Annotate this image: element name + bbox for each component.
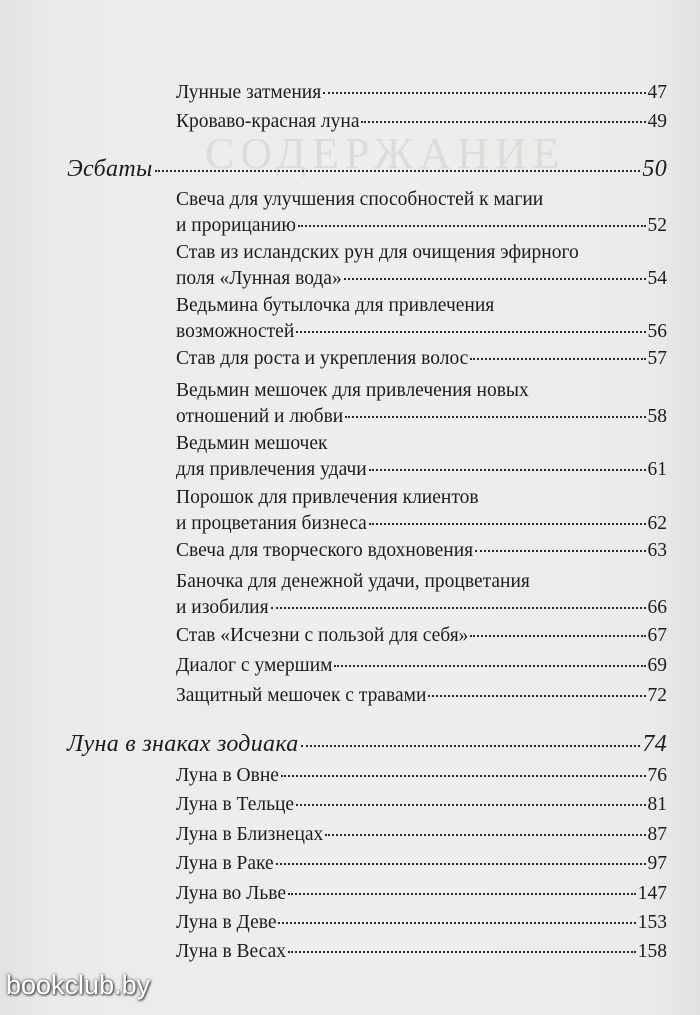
toc-entry-title: Луна в Деве — [176, 912, 277, 933]
toc-section-page: 50 — [642, 156, 667, 182]
leader-dots — [325, 833, 645, 836]
toc-entry-page: 57 — [647, 348, 667, 369]
toc-entry — [176, 378, 667, 430]
toc-entry-title-line2: и процветания бизнеса — [176, 513, 367, 534]
toc-entry — [176, 538, 667, 564]
toc-entry-title-line1: Ведьмин мешочек для привлечения новых — [176, 380, 529, 401]
toc-section-title: Эсбаты — [67, 156, 153, 182]
toc-section — [67, 156, 667, 182]
toc-entry-title: Став для роста и укрепления волос — [176, 348, 469, 369]
toc-entry-title: Луна во Льве — [176, 883, 287, 904]
leader-dots — [344, 277, 646, 280]
toc-entry-title: Свеча для творческого вдохновения — [176, 540, 474, 561]
toc-entry-title-line2: и изобилия — [176, 597, 269, 618]
toc-entry — [176, 109, 667, 135]
leader-dots — [428, 694, 645, 697]
leader-dots — [281, 774, 646, 777]
toc-entry-title: Луна в Тельце — [176, 794, 295, 815]
toc-entry-page: 52 — [647, 215, 667, 236]
toc-entry — [176, 569, 667, 621]
toc-entry-title: Защитный мешочек с травами — [176, 685, 427, 706]
toc-entry-page: 63 — [647, 540, 667, 561]
leader-dots — [470, 634, 645, 637]
toc-entry-page: 54 — [647, 268, 667, 289]
leader-dots — [296, 330, 645, 333]
toc-entry-title-line1: Свеча для улучшения способностей к магии — [176, 189, 544, 210]
toc-entry-title: Кроваво-красная луна — [176, 111, 360, 132]
leader-dots — [276, 862, 646, 865]
toc-entry-page: 49 — [647, 111, 667, 132]
toc-entry — [176, 346, 667, 372]
toc-entry — [176, 881, 667, 907]
leader-dots — [301, 744, 641, 747]
leader-dots — [323, 91, 645, 94]
leader-dots — [288, 892, 636, 895]
toc-entry-page: 153 — [637, 912, 667, 933]
toc-entry-page: 67 — [647, 625, 667, 646]
watermark-logo: bookclub.by — [6, 970, 151, 1000]
toc-entry-title: Лунные затмения — [176, 82, 322, 103]
leader-dots — [369, 522, 646, 525]
toc-entry — [176, 851, 667, 877]
toc-entry-title-line2: для привлечения удачи — [176, 459, 367, 480]
toc-entry-title: Луна в Раке — [176, 853, 274, 874]
toc-entry-title-line2: поля «Лунная вода» — [176, 268, 342, 289]
leader-dots — [475, 549, 645, 552]
toc-entry-title-line1: Ведьмина бутылочка для привлечения — [176, 295, 495, 316]
leader-dots — [334, 664, 645, 667]
leader-dots — [278, 921, 635, 924]
leader-dots — [470, 357, 645, 360]
toc-entry-title-line2: и прорицанию — [176, 215, 296, 236]
leader-dots — [298, 224, 646, 227]
toc-entry — [176, 240, 667, 292]
toc-entry-page: 87 — [647, 824, 667, 845]
toc-entry — [176, 683, 667, 709]
toc-entry-page: 69 — [647, 655, 667, 676]
toc-entry-page: 97 — [647, 853, 667, 874]
toc-entry — [176, 822, 667, 848]
leader-dots — [369, 468, 646, 471]
toc-entry-title-line1: Став из исландских рун для очищения эфирного — [176, 242, 579, 263]
toc-entry-page: 61 — [647, 459, 667, 480]
toc-section — [67, 731, 667, 757]
toc-entry — [176, 763, 667, 789]
toc-entry-title-line2: возможностей — [176, 321, 295, 342]
toc-entry-page: 76 — [647, 765, 667, 786]
toc-entry-page: 56 — [647, 321, 667, 342]
toc-entry-page: 58 — [647, 406, 667, 427]
toc-entry-title: Став «Исчезни с пользой для себя» — [176, 625, 469, 646]
toc-entry-page: 72 — [647, 685, 667, 706]
toc-entry-title: Луна в Близнецах — [176, 824, 324, 845]
toc-entry-title: Луна в Весах — [176, 941, 286, 962]
toc-entry-title-line2: отношений и любви — [176, 406, 344, 427]
toc-entry-title: Луна в Овне — [176, 765, 279, 786]
toc-entry — [176, 939, 667, 965]
toc-entry-title: Диалог с умершим — [176, 655, 333, 676]
toc-entry — [176, 792, 667, 818]
toc-entry — [176, 187, 667, 239]
toc-entry-title-line1: Порошок для привлечения клиентов — [176, 487, 479, 508]
toc-entry-page: 66 — [647, 597, 667, 618]
leader-dots — [271, 606, 646, 609]
toc-section-page: 74 — [642, 731, 667, 757]
toc-entry-page: 158 — [637, 941, 667, 962]
toc-entry — [176, 910, 667, 936]
toc-entry-title-line1: Ведьмин мешочек — [176, 433, 328, 454]
leader-dots — [361, 120, 645, 123]
toc-entry — [176, 293, 667, 345]
toc-entry-title-line1: Баночка для денежной удачи, процветания — [176, 571, 530, 592]
leader-dots — [296, 803, 645, 806]
toc-entry-page: 47 — [647, 82, 667, 103]
toc-entry — [176, 80, 667, 106]
toc-entry-page: 81 — [647, 794, 667, 815]
leader-dots — [288, 950, 636, 953]
toc-entry — [176, 485, 667, 537]
bleed-through-heading: СОДЕРЖАНИЕ — [205, 129, 566, 178]
leader-dots — [345, 415, 645, 418]
toc-entry-page: 62 — [647, 513, 667, 534]
toc-entry — [176, 623, 667, 649]
toc-entry-page: 147 — [637, 883, 667, 904]
leader-dots — [155, 169, 641, 172]
toc-entry — [176, 653, 667, 679]
toc-entry — [176, 431, 667, 483]
toc-section-title: Луна в знаках зодиака — [67, 731, 299, 757]
